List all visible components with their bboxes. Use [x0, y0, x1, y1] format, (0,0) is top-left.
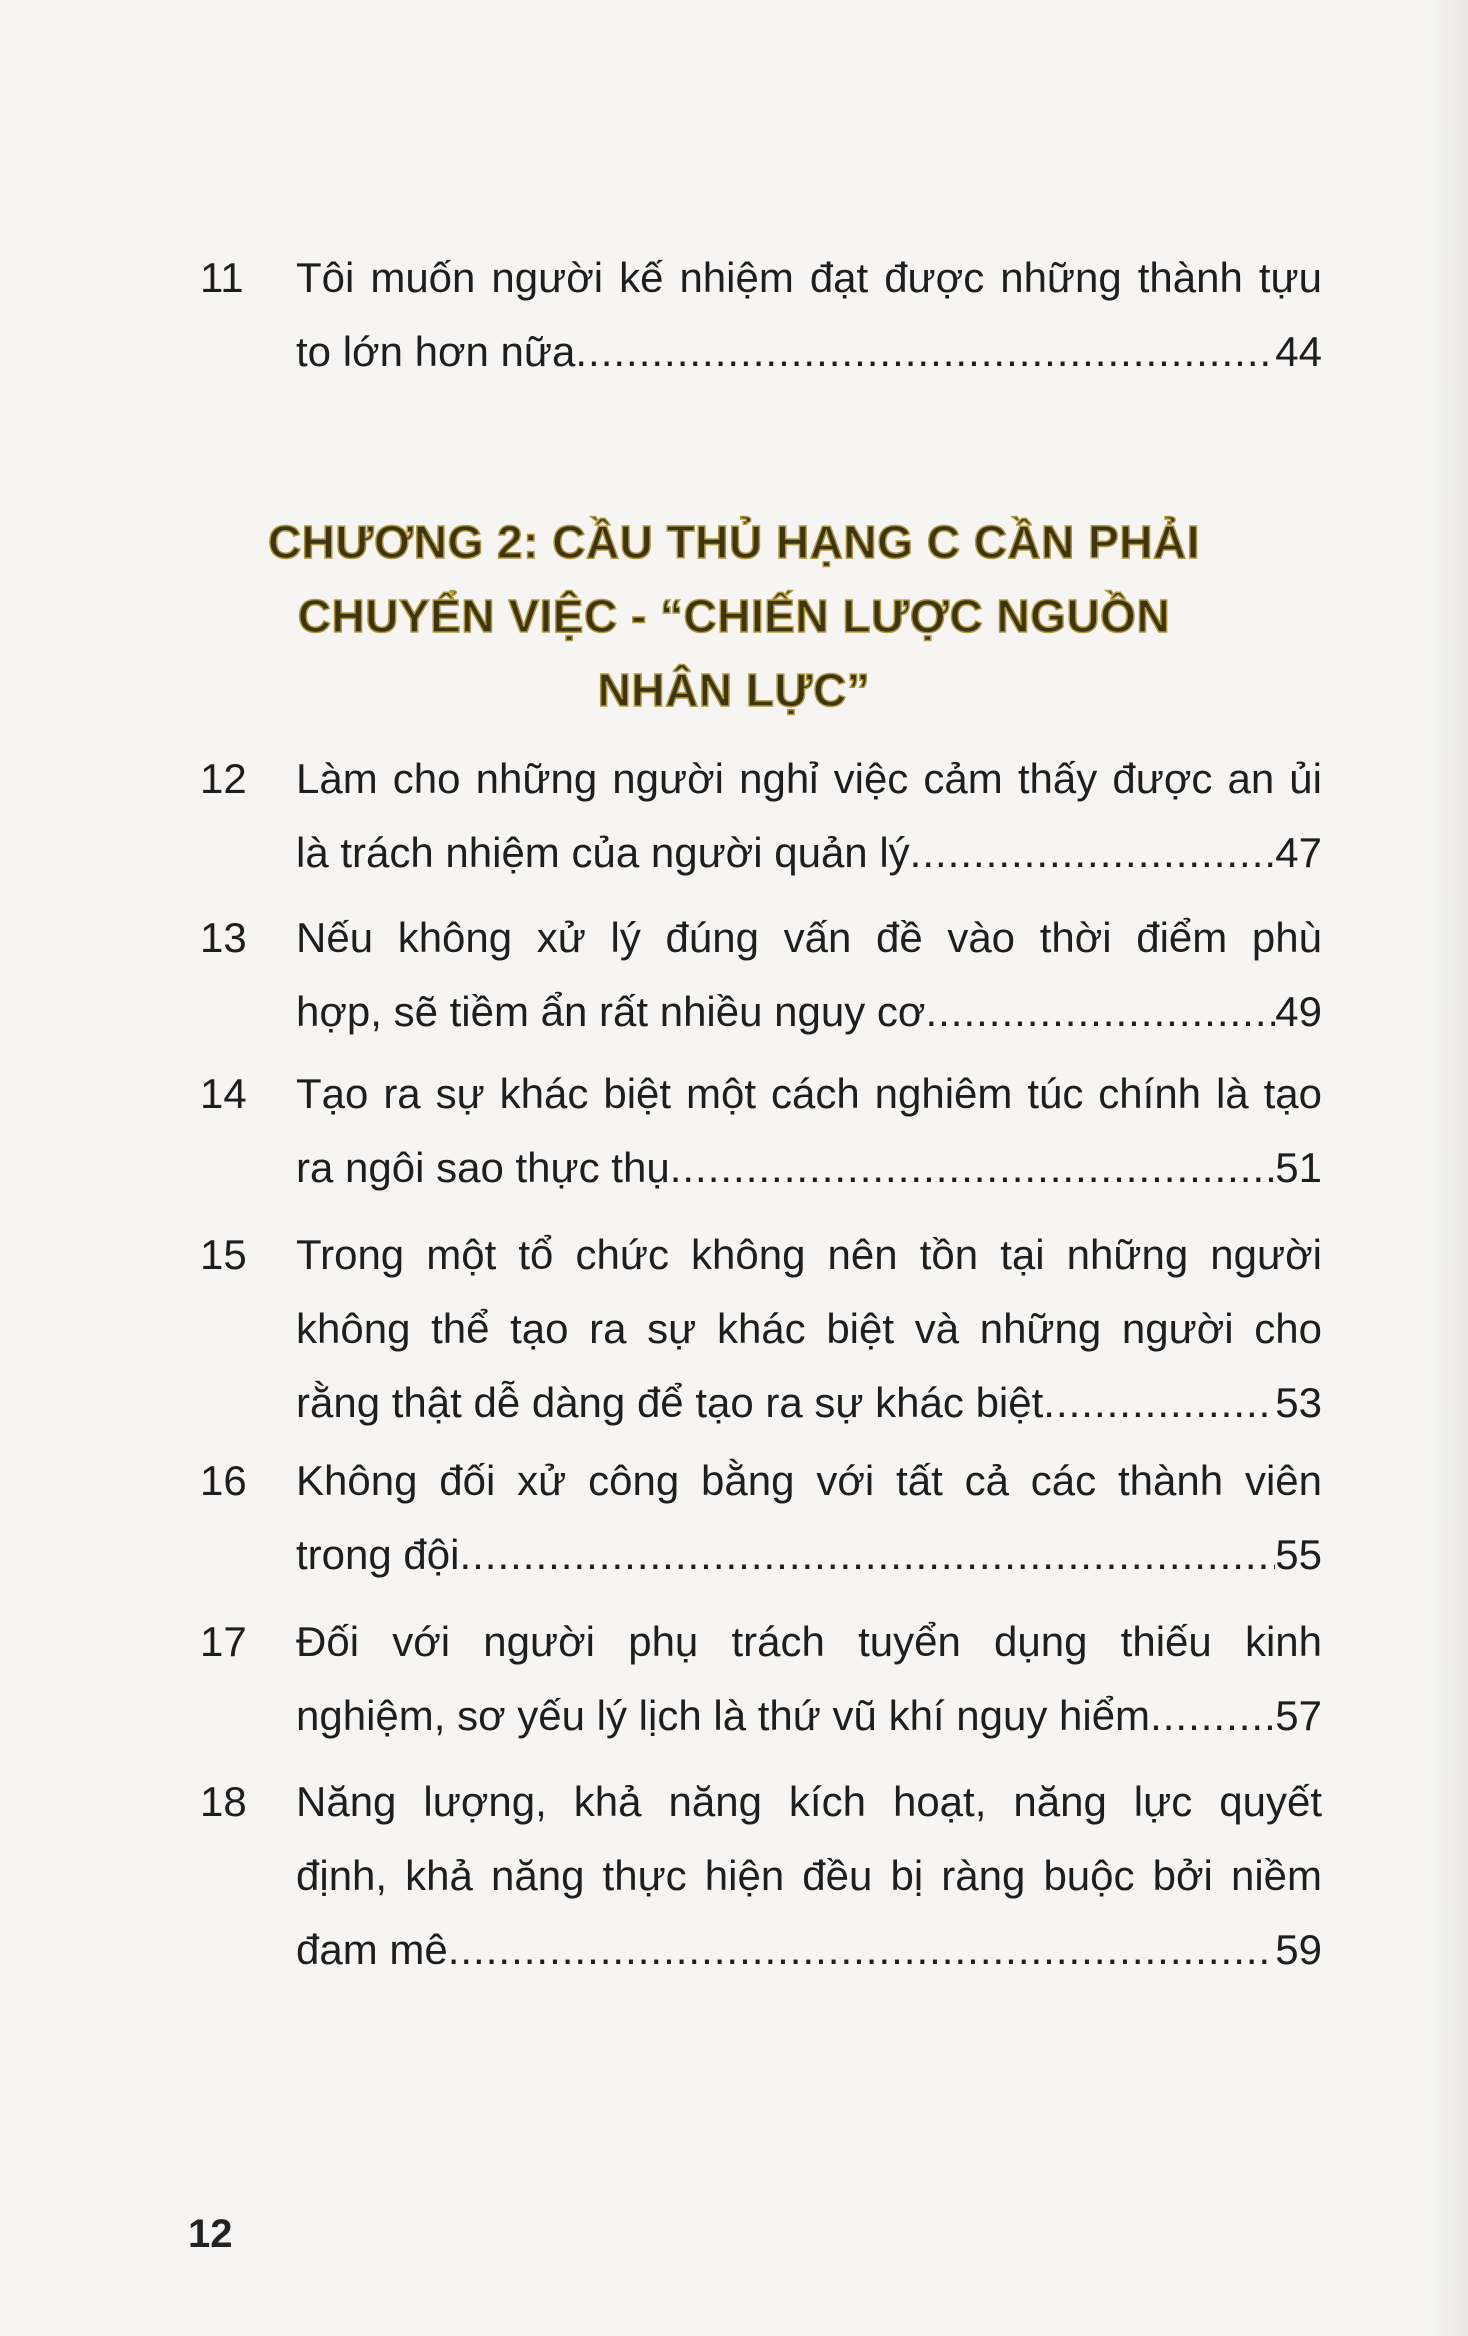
dot-leader [1150, 1679, 1275, 1753]
entry-last-line [296, 1366, 1322, 1440]
entry-title-line: Tạo ra sự khác biệt một cách nghiêm túc chính là tạo [296, 1070, 1322, 1117]
entry-page: 55 [1275, 1531, 1322, 1578]
entry-page: 51 [1275, 1144, 1322, 1191]
entry-page: 53 [1275, 1379, 1322, 1426]
dot-leader [1043, 1366, 1275, 1440]
dot-leader [459, 1518, 1275, 1592]
chapter-heading [0, 505, 1468, 727]
entry-number: 11 [200, 254, 244, 301]
entry-last-line [296, 1913, 1322, 1987]
entry-title-line: không thể tạo ra sự khác biệt và những người cho [296, 1305, 1322, 1352]
entry-page: 44 [1275, 328, 1322, 375]
entry-title-line: Đối với người phụ trách tuyển dụng thiếu kinh [296, 1618, 1322, 1665]
entry-title-end: là trách nhiệm của người quản lý [296, 829, 910, 876]
dot-leader [925, 975, 1275, 1049]
entry-title-end: nghiệm, sơ yếu lý lịch là thứ vũ khí nguy hiểm [296, 1692, 1151, 1739]
chapter-heading-line: CHƯƠNG 2: CẦU THỦ HẠNG C CẦN PHẢI [267, 516, 1201, 568]
entry-title-line: Nếu không xử lý đúng vấn đề vào thời điểm phù [296, 914, 1322, 961]
entry-title-line: Năng lượng, khả năng kích hoạt, năng lực quyết [296, 1778, 1322, 1825]
chapter-heading-line: CHUYỂN VIỆC - “CHIẾN LƯỢC NGUỒN [297, 590, 1171, 642]
page-edge-shadow [1428, 0, 1468, 2336]
entry-number: 15 [200, 1231, 247, 1278]
dot-leader [448, 1913, 1276, 1987]
dot-leader [910, 816, 1276, 890]
entry-number: 16 [200, 1457, 247, 1504]
entry-title-line: Trong một tổ chức không nên tồn tại những người [296, 1231, 1322, 1278]
entry-number: 14 [200, 1070, 247, 1117]
entry-last-line [296, 975, 1322, 1049]
entry-number: 13 [200, 914, 247, 961]
entry-title-end: trong đội [296, 1531, 460, 1578]
entry-title-line: định, khả năng thực hiện đều bị ràng buộc bởi niềm [296, 1852, 1322, 1899]
entry-last-line [296, 1131, 1322, 1205]
entry-number: 12 [200, 755, 247, 802]
chapter-heading-line: NHÂN LỰC” [597, 664, 871, 716]
entry-title-end: rằng thật dễ dàng để tạo ra sự khác biệt [296, 1379, 1044, 1426]
entry-title-line: Không đối xử công bằng với tất cả các thành viên [296, 1457, 1322, 1504]
entry-last-line [296, 816, 1322, 890]
dot-leader [575, 315, 1275, 389]
entry-page: 57 [1275, 1692, 1322, 1739]
entry-title-end: to lớn hơn nữa [296, 328, 576, 375]
entry-title-end: hợp, sẽ tiềm ẩn rất nhiều nguy cơ [296, 988, 926, 1035]
entry-title-end: ra ngôi sao thực thụ [296, 1144, 670, 1191]
entry-title-line: Tôi muốn người kế nhiệm đạt được những thành tựu [296, 254, 1322, 301]
entry-number: 18 [200, 1778, 247, 1825]
entry-number: 17 [200, 1618, 247, 1665]
entry-page: 49 [1275, 988, 1322, 1035]
dot-leader [670, 1131, 1276, 1205]
entry-page: 47 [1275, 829, 1322, 876]
entry-last-line [296, 315, 1322, 389]
entry-title-end: đam mê [296, 1926, 448, 1973]
entry-last-line [296, 1518, 1322, 1592]
page-number: 12 [188, 2212, 233, 2256]
entry-last-line [296, 1679, 1322, 1753]
entry-title-line: Làm cho những người nghỉ việc cảm thấy được an ủi [296, 755, 1322, 802]
entry-page: 59 [1275, 1926, 1322, 1973]
